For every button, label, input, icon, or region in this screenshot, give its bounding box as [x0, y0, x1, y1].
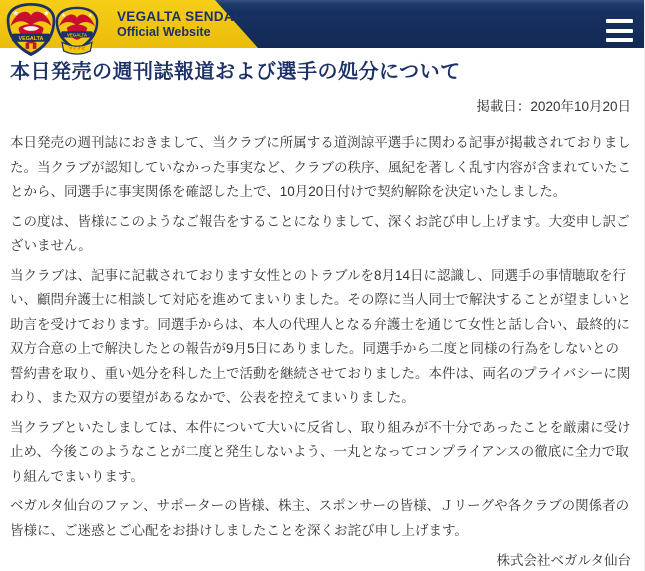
site-header	[0, 0, 644, 52]
vegalta-crest-ribbon-icon	[52, 6, 102, 58]
article-paragraph-4: 当クラブといたしましては、本件について大いに反省し、取り組みが不十分であったことを厳粛に受け止め、今後このようなことが二度と発生しないよう、一丸となってコンプライアンスの徹底に全力で取り組んでまいります。	[10, 419, 631, 484]
crest-star-right-icon: ★	[43, 8, 50, 18]
hamburger-menu-button[interactable]	[606, 19, 633, 42]
vegalta-crest-logo[interactable]	[4, 2, 58, 63]
crest-star-left-icon: ★	[61, 13, 67, 20]
vegalta-crest-ribbon-logo[interactable]	[52, 6, 102, 63]
crest-banner-text: VEGALTA	[18, 35, 44, 42]
site-title	[117, 9, 238, 40]
crest-banner-text: VEGALTA	[66, 32, 88, 38]
site-name: VEGALTA SENDAI	[117, 9, 238, 24]
company-signature: 株式会社ベガルタ仙台	[496, 553, 631, 568]
article-paragraph-2: この度は、皆様にこのようなご報告をすることになりまして、深くお詫び申し上げます。大変申し訳ございません。	[10, 213, 630, 253]
site-subtitle: Official Website	[117, 24, 211, 39]
hamburger-icon	[606, 29, 633, 33]
crest-star-left-icon: ★	[12, 8, 19, 18]
vegalta-crest-icon	[4, 2, 58, 58]
article-title: 本日発売の週刊誌報道および選手の処分について	[10, 61, 461, 83]
crest-star-right-icon: ★	[87, 13, 93, 20]
crest-ribbon-text: マイナビ	[68, 46, 86, 52]
hamburger-icon	[606, 19, 633, 23]
hamburger-icon	[606, 38, 633, 42]
article-paragraph-3: 当クラブは、記事に記載されております女性とのトラブルを8月14日に認識し、同選手の事情聴取を行い、顧問弁護士に相談して対応を進めてまいりました。その際に当人同士で解決することが望ましいと助言を受けております。同選手からは、本人の代理人となる弁護士を通じて女性と話し合い、最終的に双方合意の上で解決したとの報告が9月5日にありました。同選手から二度と同様の行為をしないとの誓約書を取り、重い処分を科した上で活動を継続させておりました。本件は、両名のプライバシーに関わり、また双方の要望があるなかで、公表を控えてまいりました。	[10, 267, 631, 405]
article	[0, 48, 644, 571]
publish-date: 掲載日：2020年10月20日	[476, 99, 631, 114]
article-paragraph-1: 本日発売の週刊誌におきまして、当クラブに所属する道渕諒平選手に関わる記事が掲載されておりました。当クラブが認知していなかった事実など、クラブの秩序、風紀を著しく乱す内容が含まれていたことから、同選手に事実関係を確認した上で、10月20日付けで契約解除を決定いたしました。	[10, 135, 631, 199]
article-paragraph-5: ベガルタ仙台のファン、サポーターの皆様、株主、スポンサーの皆様、Ｊリーグや各クラブの関係者の皆様に、ご迷惑とご心配をお掛けしましたことを深くお詫び申し上げます。	[10, 498, 630, 538]
